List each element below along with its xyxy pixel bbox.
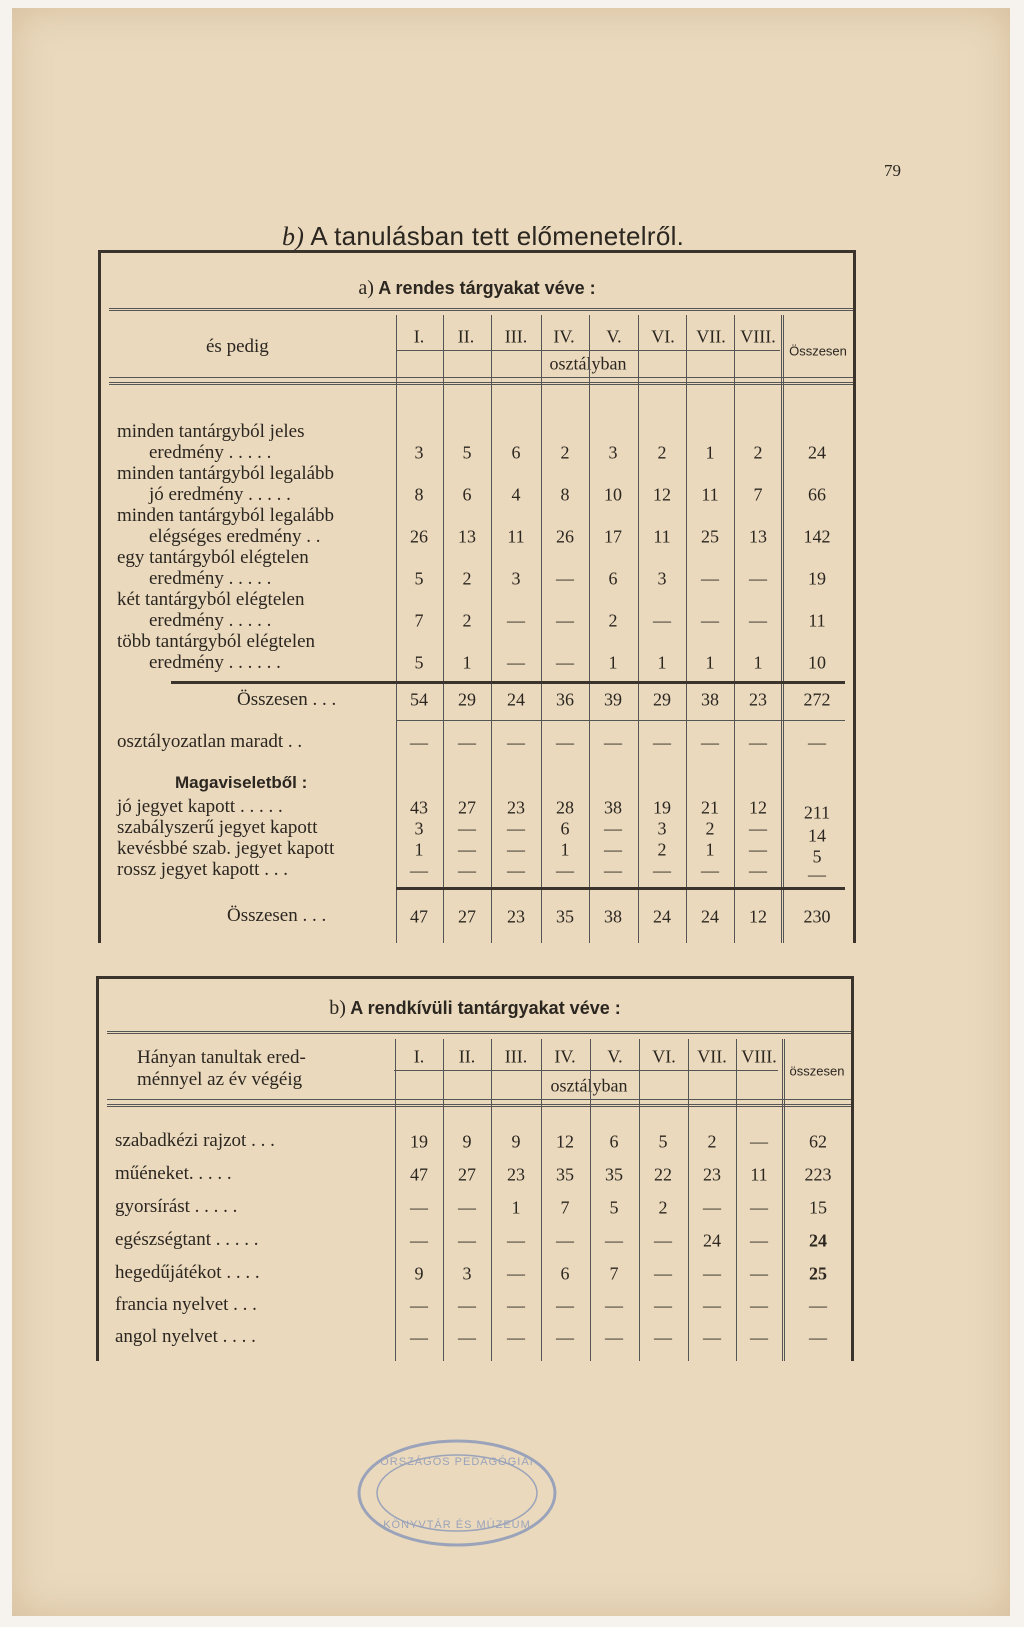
- table-cell: —: [410, 1327, 428, 1348]
- table-cell: —: [556, 732, 574, 753]
- table-cell: —: [458, 732, 476, 753]
- row-label: minden tantárgyból legalább: [117, 463, 335, 484]
- table-cell: 2: [753, 442, 763, 463]
- table-cell-total: 24: [808, 442, 826, 463]
- table-cell: —: [750, 1327, 768, 1348]
- row-label: szabályszerű jegyet kapott: [117, 817, 318, 838]
- table-b-row-header: ménnyel az év végéig: [137, 1069, 303, 1090]
- class-header: VIII.: [740, 326, 776, 347]
- table-cell: 1: [560, 839, 570, 860]
- table-cell: —: [604, 818, 622, 839]
- table-cell: —: [458, 1295, 476, 1316]
- class-header: III.: [504, 326, 528, 347]
- table-cell: 3: [511, 568, 521, 589]
- table-cell: —: [605, 1295, 623, 1316]
- class-header: I.: [413, 326, 425, 347]
- row-label: eredmény . . . . . .: [149, 652, 281, 673]
- table-cell: 3: [657, 568, 667, 589]
- table-cell-total: 62: [809, 1131, 827, 1152]
- table-cell: —: [556, 1295, 574, 1316]
- table-cell: 5: [609, 1197, 619, 1218]
- table-cell-total: —: [808, 732, 826, 753]
- table-cell: 29: [653, 689, 671, 710]
- table-cell: 7: [753, 484, 763, 505]
- table-cell: 6: [560, 818, 570, 839]
- table-cell: —: [604, 732, 622, 753]
- group-label: osztályban: [549, 353, 627, 374]
- table-cell-total: 211: [803, 802, 831, 823]
- svg-text:ORSZÁGOS PEDAGÓGIAI: ORSZÁGOS PEDAGÓGIAI: [380, 1456, 534, 1468]
- class-header: IV.: [553, 326, 575, 347]
- table-cell: —: [749, 732, 767, 753]
- row-label: egészségtant . . . . .: [115, 1229, 259, 1250]
- table-cell: —: [458, 1230, 476, 1251]
- row-label: több tantárgyból elégtelen: [117, 631, 316, 652]
- table-cell: 54: [410, 689, 428, 710]
- table-cell: —: [507, 1327, 525, 1348]
- table-cell-total: 19: [808, 568, 826, 589]
- table-cell: —: [507, 610, 525, 631]
- table-cell: 6: [560, 1263, 570, 1284]
- table-cell-total: 14: [808, 825, 826, 846]
- row-label: műéneket. . . . .: [115, 1163, 232, 1184]
- table-cell: 1: [657, 652, 667, 673]
- class-header: VI.: [652, 1046, 676, 1067]
- table-cell: 38: [604, 906, 622, 927]
- table-cell: 23: [703, 1164, 721, 1185]
- total-header: összesen: [789, 1063, 845, 1079]
- table-cell: 35: [556, 1164, 574, 1185]
- table-cell: —: [507, 1295, 525, 1316]
- table-b-title-prefix: b): [329, 997, 346, 1019]
- table-cell: 36: [556, 689, 574, 710]
- table-cell: —: [749, 568, 767, 589]
- table-cell: 29: [458, 689, 476, 710]
- table-cell: 19: [653, 797, 671, 818]
- table-cell: 12: [556, 1131, 574, 1152]
- table-cell: 5: [414, 568, 424, 589]
- table-cell: 12: [749, 797, 767, 818]
- library-stamp-icon: [352, 1433, 562, 1553]
- table-cell: —: [507, 1263, 525, 1284]
- table-cell: 27: [458, 1164, 476, 1185]
- table-cell-total: 223: [804, 1164, 832, 1185]
- row-label: minden tantárgyból jeles: [117, 421, 305, 442]
- table-a-title-prefix: a): [358, 277, 374, 299]
- table-cell: 1: [414, 839, 424, 860]
- table-cell: —: [507, 652, 525, 673]
- table-cell: —: [556, 568, 574, 589]
- table-cell: —: [507, 818, 525, 839]
- row-label: jó eredmény . . . . .: [149, 484, 291, 505]
- table-cell: 1: [705, 839, 715, 860]
- class-header: VII.: [696, 326, 726, 347]
- table-cell: 3: [657, 818, 667, 839]
- table-cell: —: [654, 1327, 672, 1348]
- table-a-title: [101, 277, 853, 300]
- table-cell: 9: [414, 1263, 424, 1284]
- table-cell: 23: [507, 797, 525, 818]
- section-title-text: A tanulásban tett előmenetelről.: [310, 221, 685, 251]
- table-cell: 12: [653, 484, 671, 505]
- table-cell: —: [701, 610, 719, 631]
- table-cell: 24: [507, 689, 525, 710]
- row-label: eredmény . . . . .: [149, 610, 272, 631]
- row-label: két tantárgyból elégtelen: [117, 589, 305, 610]
- table-cell: —: [749, 610, 767, 631]
- table-cell: —: [750, 1263, 768, 1284]
- table-cell: —: [750, 1295, 768, 1316]
- table-cell: 7: [609, 1263, 619, 1284]
- table-cell: 2: [705, 818, 715, 839]
- table-cell: —: [410, 1295, 428, 1316]
- table-cell: —: [604, 860, 622, 881]
- table-cell: 1: [511, 1197, 521, 1218]
- row-label: egy tantárgyból elégtelen: [117, 547, 309, 568]
- table-cell: 11: [701, 484, 719, 505]
- table-cell: 6: [608, 568, 618, 589]
- table-cell: 5: [462, 442, 472, 463]
- table-cell: 19: [410, 1131, 428, 1152]
- table-cell: —: [653, 860, 671, 881]
- table-cell: —: [458, 1327, 476, 1348]
- table-b-title-text: A rendkívüli tantárgyakat véve :: [350, 998, 621, 1018]
- table-cell: 26: [556, 526, 574, 547]
- table-cell: 13: [458, 526, 476, 547]
- table-cell: —: [605, 1230, 623, 1251]
- table-cell-total: 272: [803, 689, 831, 710]
- row-label: jó jegyet kapott . . . . .: [117, 796, 283, 817]
- table-cell: 26: [410, 526, 428, 547]
- sum-label: Összesen . . .: [237, 689, 337, 710]
- table-cell: 11: [507, 526, 525, 547]
- table-cell: 38: [701, 689, 719, 710]
- table-cell: —: [458, 839, 476, 860]
- table-cell: 6: [462, 484, 472, 505]
- table-cell-total: 15: [809, 1197, 827, 1218]
- table-cell: 35: [556, 906, 574, 927]
- table-a-row-header: és pedig: [206, 336, 269, 357]
- row-label: rossz jegyet kapott . . .: [117, 859, 288, 880]
- table-cell: —: [701, 568, 719, 589]
- table-cell: 24: [701, 906, 719, 927]
- table-cell: 2: [707, 1131, 717, 1152]
- section-title: [282, 221, 684, 252]
- class-header: I.: [413, 1046, 425, 1067]
- table-cell: 2: [658, 1197, 668, 1218]
- table-cell: —: [458, 860, 476, 881]
- table-cell-total: 5: [812, 846, 822, 867]
- table-cell: —: [703, 1295, 721, 1316]
- table-cell: 1: [462, 652, 472, 673]
- table-cell: 10: [604, 484, 622, 505]
- table-cell: 2: [462, 610, 472, 631]
- table-cell: 47: [410, 906, 428, 927]
- table-b-title: [99, 997, 851, 1020]
- table-cell: —: [654, 1263, 672, 1284]
- table-cell: 24: [703, 1230, 721, 1251]
- table-cell: 8: [414, 484, 424, 505]
- table-cell: —: [410, 1230, 428, 1251]
- table-cell: 3: [414, 442, 424, 463]
- table-cell: —: [654, 1230, 672, 1251]
- total-header: Összesen: [789, 343, 847, 359]
- table-cell: —: [556, 1327, 574, 1348]
- table-cell: —: [458, 818, 476, 839]
- table-cell: 2: [608, 610, 618, 631]
- table-cell: —: [749, 818, 767, 839]
- table-cell: 2: [462, 568, 472, 589]
- table-cell: 27: [458, 906, 476, 927]
- table-cell: —: [605, 1327, 623, 1348]
- table-cell: 22: [654, 1164, 672, 1185]
- row-label: kevésbbé szab. jegyet kapott: [117, 838, 335, 859]
- table-cell: 4: [511, 484, 521, 505]
- table-cell: —: [410, 860, 428, 881]
- table-cell: —: [750, 1230, 768, 1251]
- table-b-row-header: Hányan tanultak ered-: [137, 1047, 306, 1068]
- table-cell-total: —: [809, 1327, 827, 1348]
- section-title-prefix: b): [282, 222, 305, 251]
- table-cell: —: [556, 860, 574, 881]
- table-cell: 2: [657, 839, 667, 860]
- table-cell: 7: [560, 1197, 570, 1218]
- table-regular-subjects: [98, 250, 856, 943]
- table-cell: —: [703, 1327, 721, 1348]
- class-header: VII.: [697, 1046, 727, 1067]
- table-cell: 1: [705, 442, 715, 463]
- class-header: V.: [606, 326, 622, 347]
- class-header: VIII.: [741, 1046, 777, 1067]
- page-number: 79: [884, 161, 901, 180]
- table-cell-total: —: [808, 864, 826, 885]
- table-cell: 38: [604, 797, 622, 818]
- table-cell: —: [703, 1263, 721, 1284]
- table-cell-total: 66: [808, 484, 826, 505]
- table-cell: 11: [653, 526, 671, 547]
- row-label: eredmény . . . . .: [149, 568, 272, 589]
- table-cell: —: [750, 1197, 768, 1218]
- class-header: III.: [504, 1046, 528, 1067]
- table-cell: —: [703, 1197, 721, 1218]
- row-label: minden tantárgyból legalább: [117, 505, 335, 526]
- table-cell: 1: [705, 652, 715, 673]
- row-label: szabadkézi rajzot . . .: [115, 1130, 275, 1151]
- table-cell: 23: [507, 906, 525, 927]
- svg-text:KÖNYVTÁR ÉS MÚZEUM: KÖNYVTÁR ÉS MÚZEUM: [383, 1519, 531, 1531]
- table-cell: 5: [414, 652, 424, 673]
- table-cell: 3: [414, 818, 424, 839]
- row-label: francia nyelvet . . .: [115, 1294, 257, 1315]
- class-header: II.: [457, 326, 475, 347]
- table-cell: 1: [753, 652, 763, 673]
- table-cell: 11: [750, 1164, 768, 1185]
- row-label: elégséges eredmény . .: [149, 526, 321, 547]
- table-cell: 35: [605, 1164, 623, 1185]
- row-label: angol nyelvet . . . .: [115, 1326, 256, 1347]
- table-cell: 9: [511, 1131, 521, 1152]
- table-cell: 8: [560, 484, 570, 505]
- table-cell: 6: [609, 1131, 619, 1152]
- table-cell: 6: [511, 442, 521, 463]
- class-header: V.: [607, 1046, 623, 1067]
- table-cell: 28: [556, 797, 574, 818]
- table-cell: —: [749, 860, 767, 881]
- table-cell: 27: [458, 797, 476, 818]
- table-extra-subjects: [96, 976, 854, 1361]
- table-cell: —: [604, 839, 622, 860]
- table-cell-total: —: [809, 1295, 827, 1316]
- table-cell: 7: [414, 610, 424, 631]
- class-header: II.: [458, 1046, 476, 1067]
- table-cell: —: [749, 839, 767, 860]
- row-label: eredmény . . . . .: [149, 442, 272, 463]
- table-cell: —: [653, 732, 671, 753]
- table-cell: 1: [608, 652, 618, 673]
- table-cell: 39: [604, 689, 622, 710]
- scanned-page: [12, 8, 1010, 1616]
- table-cell: 5: [658, 1131, 668, 1152]
- table-cell: 12: [749, 906, 767, 927]
- table-cell: —: [556, 1230, 574, 1251]
- table-cell: 17: [604, 526, 622, 547]
- table-a-title-text: A rendes tárgyakat véve :: [378, 278, 596, 298]
- table-cell: 2: [657, 442, 667, 463]
- table-cell: 25: [701, 526, 719, 547]
- table-cell: —: [653, 610, 671, 631]
- table-cell: 24: [653, 906, 671, 927]
- table-cell: 43: [410, 797, 428, 818]
- table-cell: 9: [462, 1131, 472, 1152]
- row-label: gyorsírást . . . . .: [115, 1196, 238, 1217]
- table-cell-total: 24: [809, 1230, 827, 1251]
- table-cell: 21: [701, 797, 719, 818]
- table-cell: 23: [749, 689, 767, 710]
- table-cell-total: 11: [808, 610, 826, 631]
- conduct-sum-label: Összesen . . .: [227, 905, 327, 926]
- table-cell: —: [750, 1131, 768, 1152]
- table-cell: —: [507, 732, 525, 753]
- table-cell: 47: [410, 1164, 428, 1185]
- table-cell: —: [507, 1230, 525, 1251]
- table-cell: —: [654, 1295, 672, 1316]
- table-cell: 23: [507, 1164, 525, 1185]
- table-cell: —: [410, 732, 428, 753]
- table-cell-total: 10: [808, 652, 826, 673]
- group-label: osztályban: [550, 1075, 628, 1096]
- table-cell-total: 25: [809, 1263, 827, 1284]
- table-cell: —: [458, 1197, 476, 1218]
- class-header: VI.: [651, 326, 675, 347]
- table-cell: —: [556, 652, 574, 673]
- table-cell: —: [507, 860, 525, 881]
- row-label: hegedűjátékot . . . .: [115, 1262, 260, 1283]
- table-cell: —: [556, 610, 574, 631]
- table-cell: —: [701, 732, 719, 753]
- table-cell: 13: [749, 526, 767, 547]
- table-cell: 3: [462, 1263, 472, 1284]
- table-cell-total: 230: [803, 906, 831, 927]
- class-header: IV.: [554, 1046, 576, 1067]
- table-cell: —: [410, 1197, 428, 1218]
- unclassified-label: osztályozatlan maradt . .: [117, 731, 303, 752]
- conduct-heading: Magaviseletből :: [175, 773, 308, 792]
- table-cell-total: 142: [803, 526, 831, 547]
- table-cell: —: [701, 860, 719, 881]
- table-cell: —: [507, 839, 525, 860]
- table-cell: 3: [608, 442, 618, 463]
- table-cell: 2: [560, 442, 570, 463]
